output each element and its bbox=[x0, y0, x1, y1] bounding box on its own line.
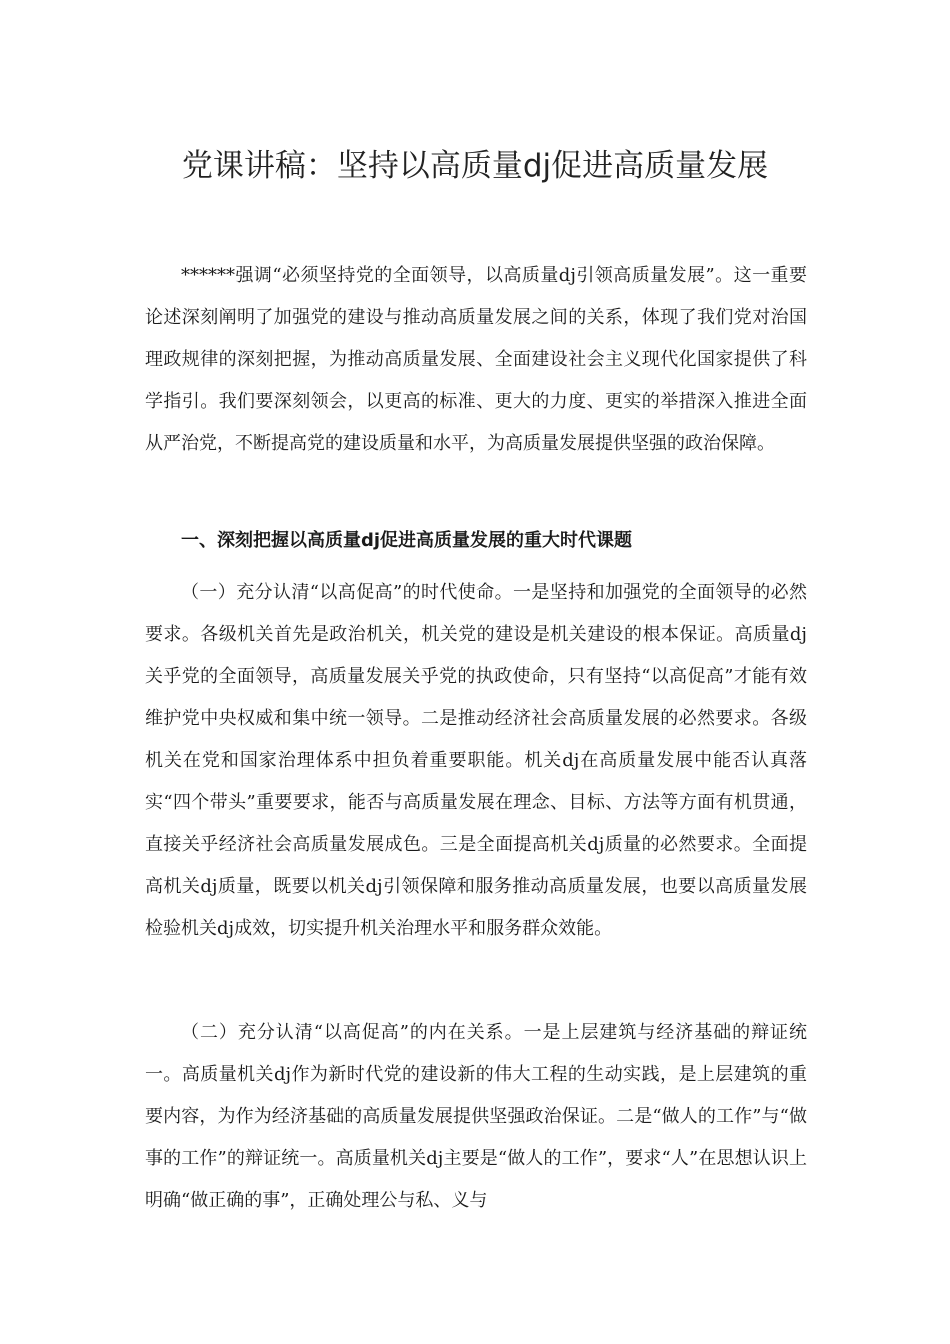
section-paragraph-2: （二）充分认清“以高促高”的内在关系。一是上层建筑与经济基础的辩证统一。高质量机关dj作为新时代党的建设新的伟大工程的生动实践，是上层建筑的重要内容，为作为经济基础的高质量发展提供坚强政治保证。二是“做人的工作”与“做事的工作”的辩证统一。高质量机关dj主要是“做人的工作”，要求“人”在思想认识上明确“做正确的事”，正确处理公与私、义与 bbox=[145, 1022, 807, 1211]
section-heading: 一、深刻把握以高质量dj促进高质量发展的重大时代课题 bbox=[181, 530, 633, 551]
document-title: 党课讲稿：坚持以高质量dj促进高质量发展 bbox=[181, 148, 769, 184]
intro-paragraph: ******强调“必须坚持党的全面领导，以高质量dj引领高质量发展”。这一重要论述深刻阐明了加强党的建设与推动高质量发展之间的关系，体现了我们党对治国理政规律的深刻把握，为推动高质量发展、全面建设社会主义现代化国家提供了科学指引。我们要深刻领会，以更高的标准、更大的力度、更实的举措深入推进全面从严治党，不断提高党的建设质量和水平，为高质量发展提供坚强的政治保障。 bbox=[145, 265, 807, 454]
section-paragraph-1: （一）充分认清“以高促高”的时代使命。一是坚持和加强党的全面领导的必然要求。各级机关首先是政治机关，机关党的建设是机关建设的根本保证。高质量dj关乎党的全面领导，高质量发展关乎党的执政使命，只有坚持“以高促高”才能有效维护党中央权威和集中统一领导。二是推动经济社会高质量发展的必然要求。各级机关在党和国家治理体系中担负着重要职能。机关dj在高质量发展中能否认真落实“四个带头”重要要求，能否与高质量发展在理念、目标、方法等方面有机贯通，直接关乎经济社会高质量发展成色。三是全面提高机关dj质量的必然要求。全面提高机关dj质量，既要以机关dj引领保障和服务推动高质量发展，也要以高质量发展检验机关dj成效，切实提升机关治理水平和服务群众效能。 bbox=[145, 582, 807, 939]
